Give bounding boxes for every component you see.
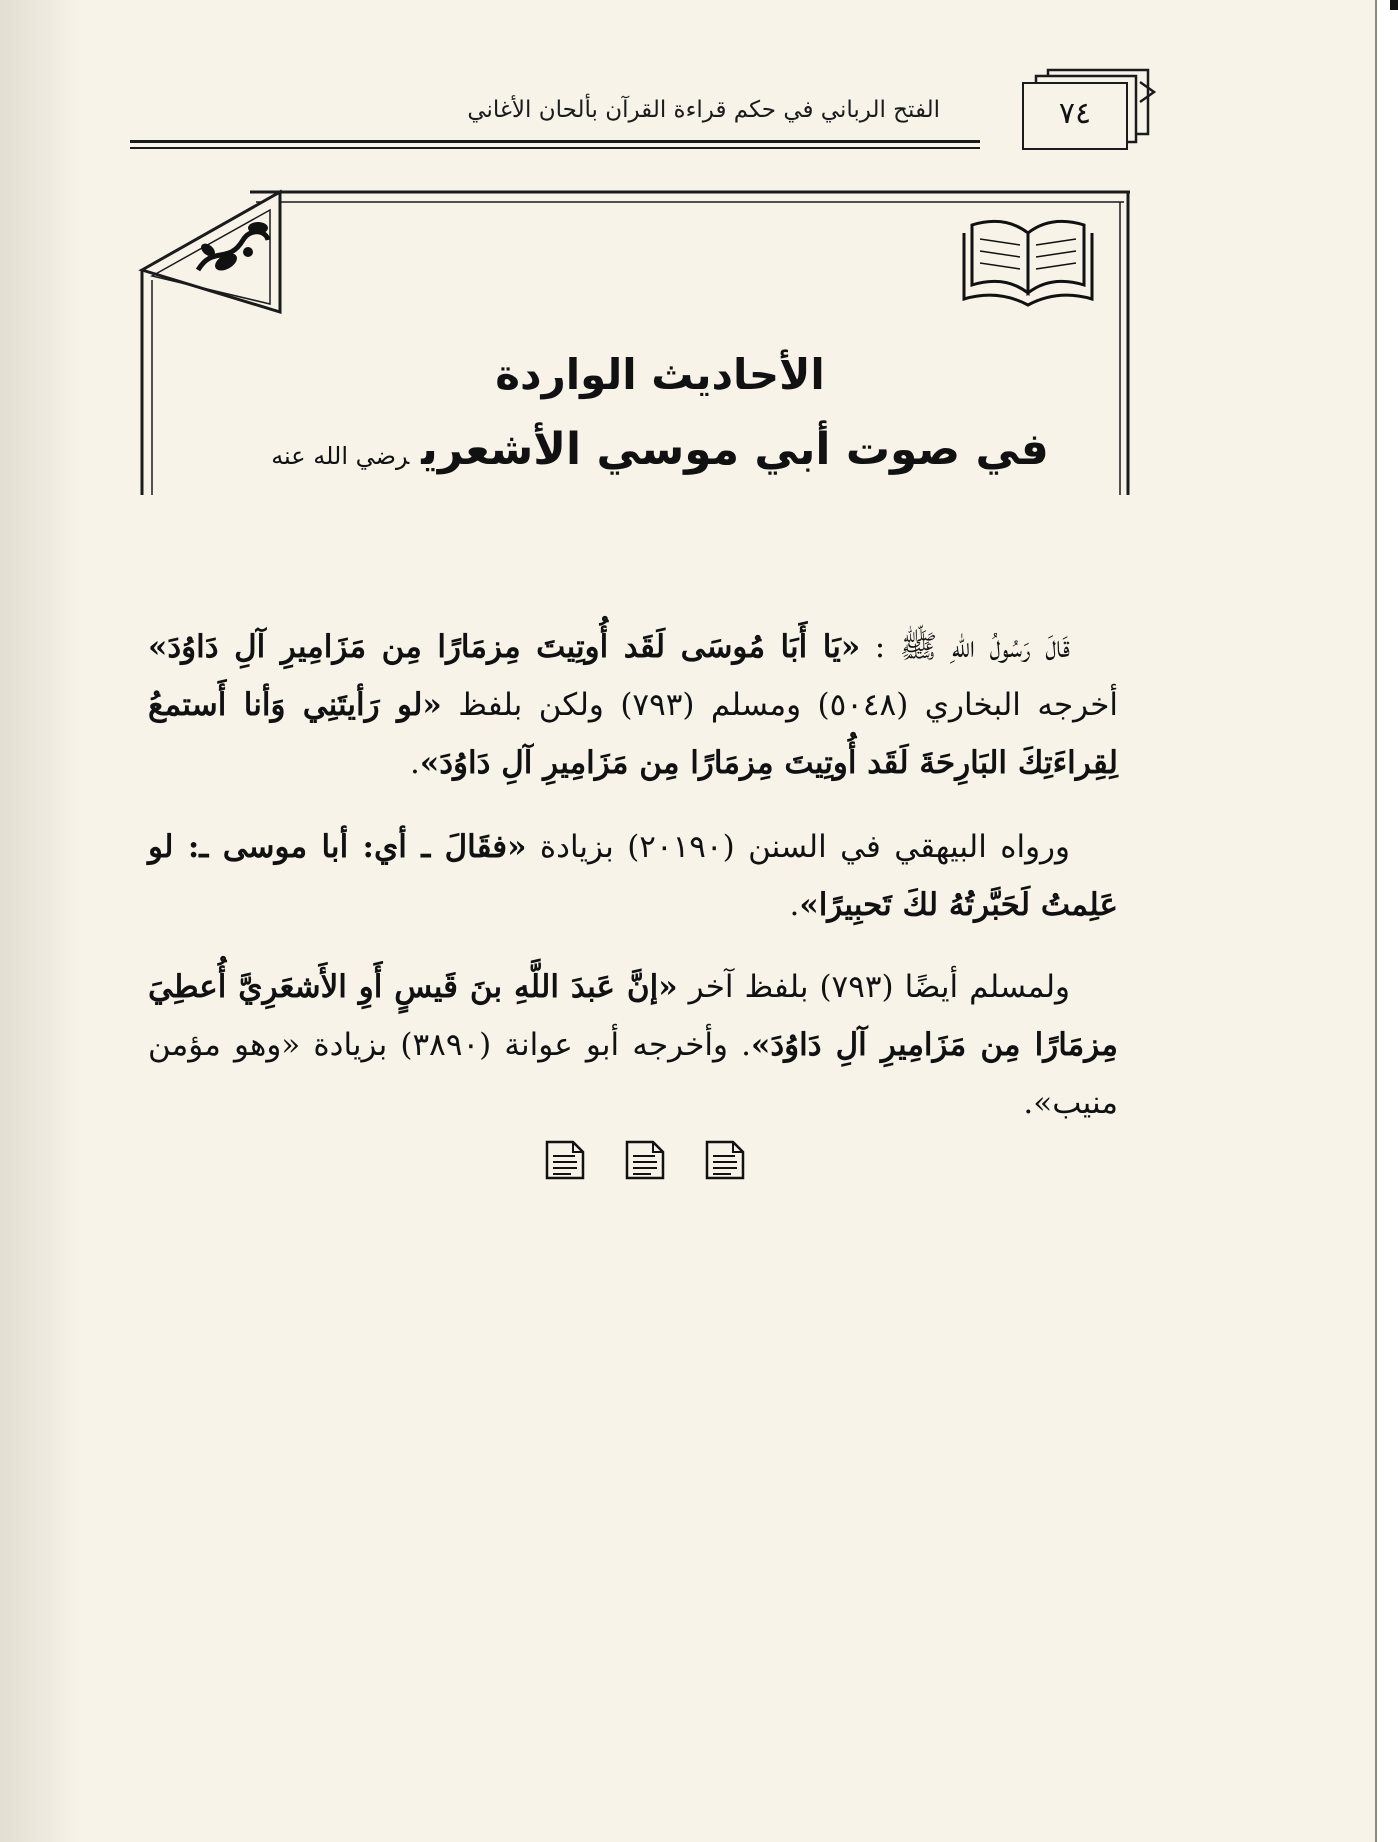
paragraph-hadith-3 <box>148 958 1118 1132</box>
chapter-title-text: في صوت أبي موسي الأشعري <box>421 424 1049 475</box>
document-icon <box>547 1142 583 1178</box>
running-title: الفتح الرباني في حكم قراءة القرآن بألحان الأغاني <box>467 97 940 123</box>
honorific-phrase: رضي الله عنه <box>271 442 410 470</box>
chapter-title-line1: الأحاديث الواردة <box>495 350 825 399</box>
floral-corner-icon <box>188 210 278 300</box>
chapter-title-line2 <box>200 420 1120 486</box>
text-run: . <box>409 745 420 781</box>
header-rule-thin <box>130 147 980 149</box>
document-icon <box>707 1142 743 1178</box>
book-edge <box>1375 0 1398 1842</box>
header-rule <box>130 140 980 143</box>
document-icon <box>627 1142 663 1178</box>
hadith-quote: «فقَالَ ـ أي: أبا موسى ـ: لو عَلِمتُ لَحَبَّرتُهُ لكَ تَحبِيرًا» <box>148 829 1118 923</box>
open-book-icon <box>960 205 1100 315</box>
page-number: ٧٤ <box>1058 96 1092 131</box>
text-run: قَالَ رَسُولُ اللهِ ﷺ : <box>860 629 1070 665</box>
text-run: . وأخرجه أبو عوانة (٣٨٩٠) بزيادة «وهو مؤمن منيب». <box>148 1027 1118 1121</box>
corner-mark <box>1390 0 1398 10</box>
text-run: ورواه البيهقي في السنن (٢٠١٩٠) بزيادة <box>526 829 1070 865</box>
paragraph-hadith-2 <box>148 818 1118 934</box>
hadith-quote: «يَا أَبَا مُوسَى لَقَد أُوتِيتَ مِزمَارًا مِن مَزَامِيرِ آلِ دَاوُدَ» <box>148 629 861 665</box>
hadith-quote: «لو رَأيتَنِي وَأنا أَستمعُ لِقِراءَتِكَ البَارِحَةَ لَقَد أُوتِيتَ مِزمَارًا مِن مَزَامِيرِ آلِ دَاوُدَ» <box>148 687 1118 781</box>
text-run: ولمسلم أيضًا (٧٩٣) بلفظ آخر <box>677 969 1070 1005</box>
paragraph-hadith-1 <box>148 618 1118 792</box>
text-run: أخرجه البخاري (٥٠٤٨) ومسلم (٧٩٣) ولكن بلفظ <box>441 687 1118 723</box>
section-end-ornament <box>545 1140 745 1185</box>
page-gutter-shadow <box>0 0 80 1842</box>
text-run: . <box>789 887 800 923</box>
hadith-quote: «إنَّ عَبدَ اللَّهِ بنَ قَيسٍ أَوِ الأَشعَرِيَّ أُعطِيَ مِزمَارًا مِن مَزَامِيرِ آلِ دَاوُدَ» <box>148 969 1118 1063</box>
